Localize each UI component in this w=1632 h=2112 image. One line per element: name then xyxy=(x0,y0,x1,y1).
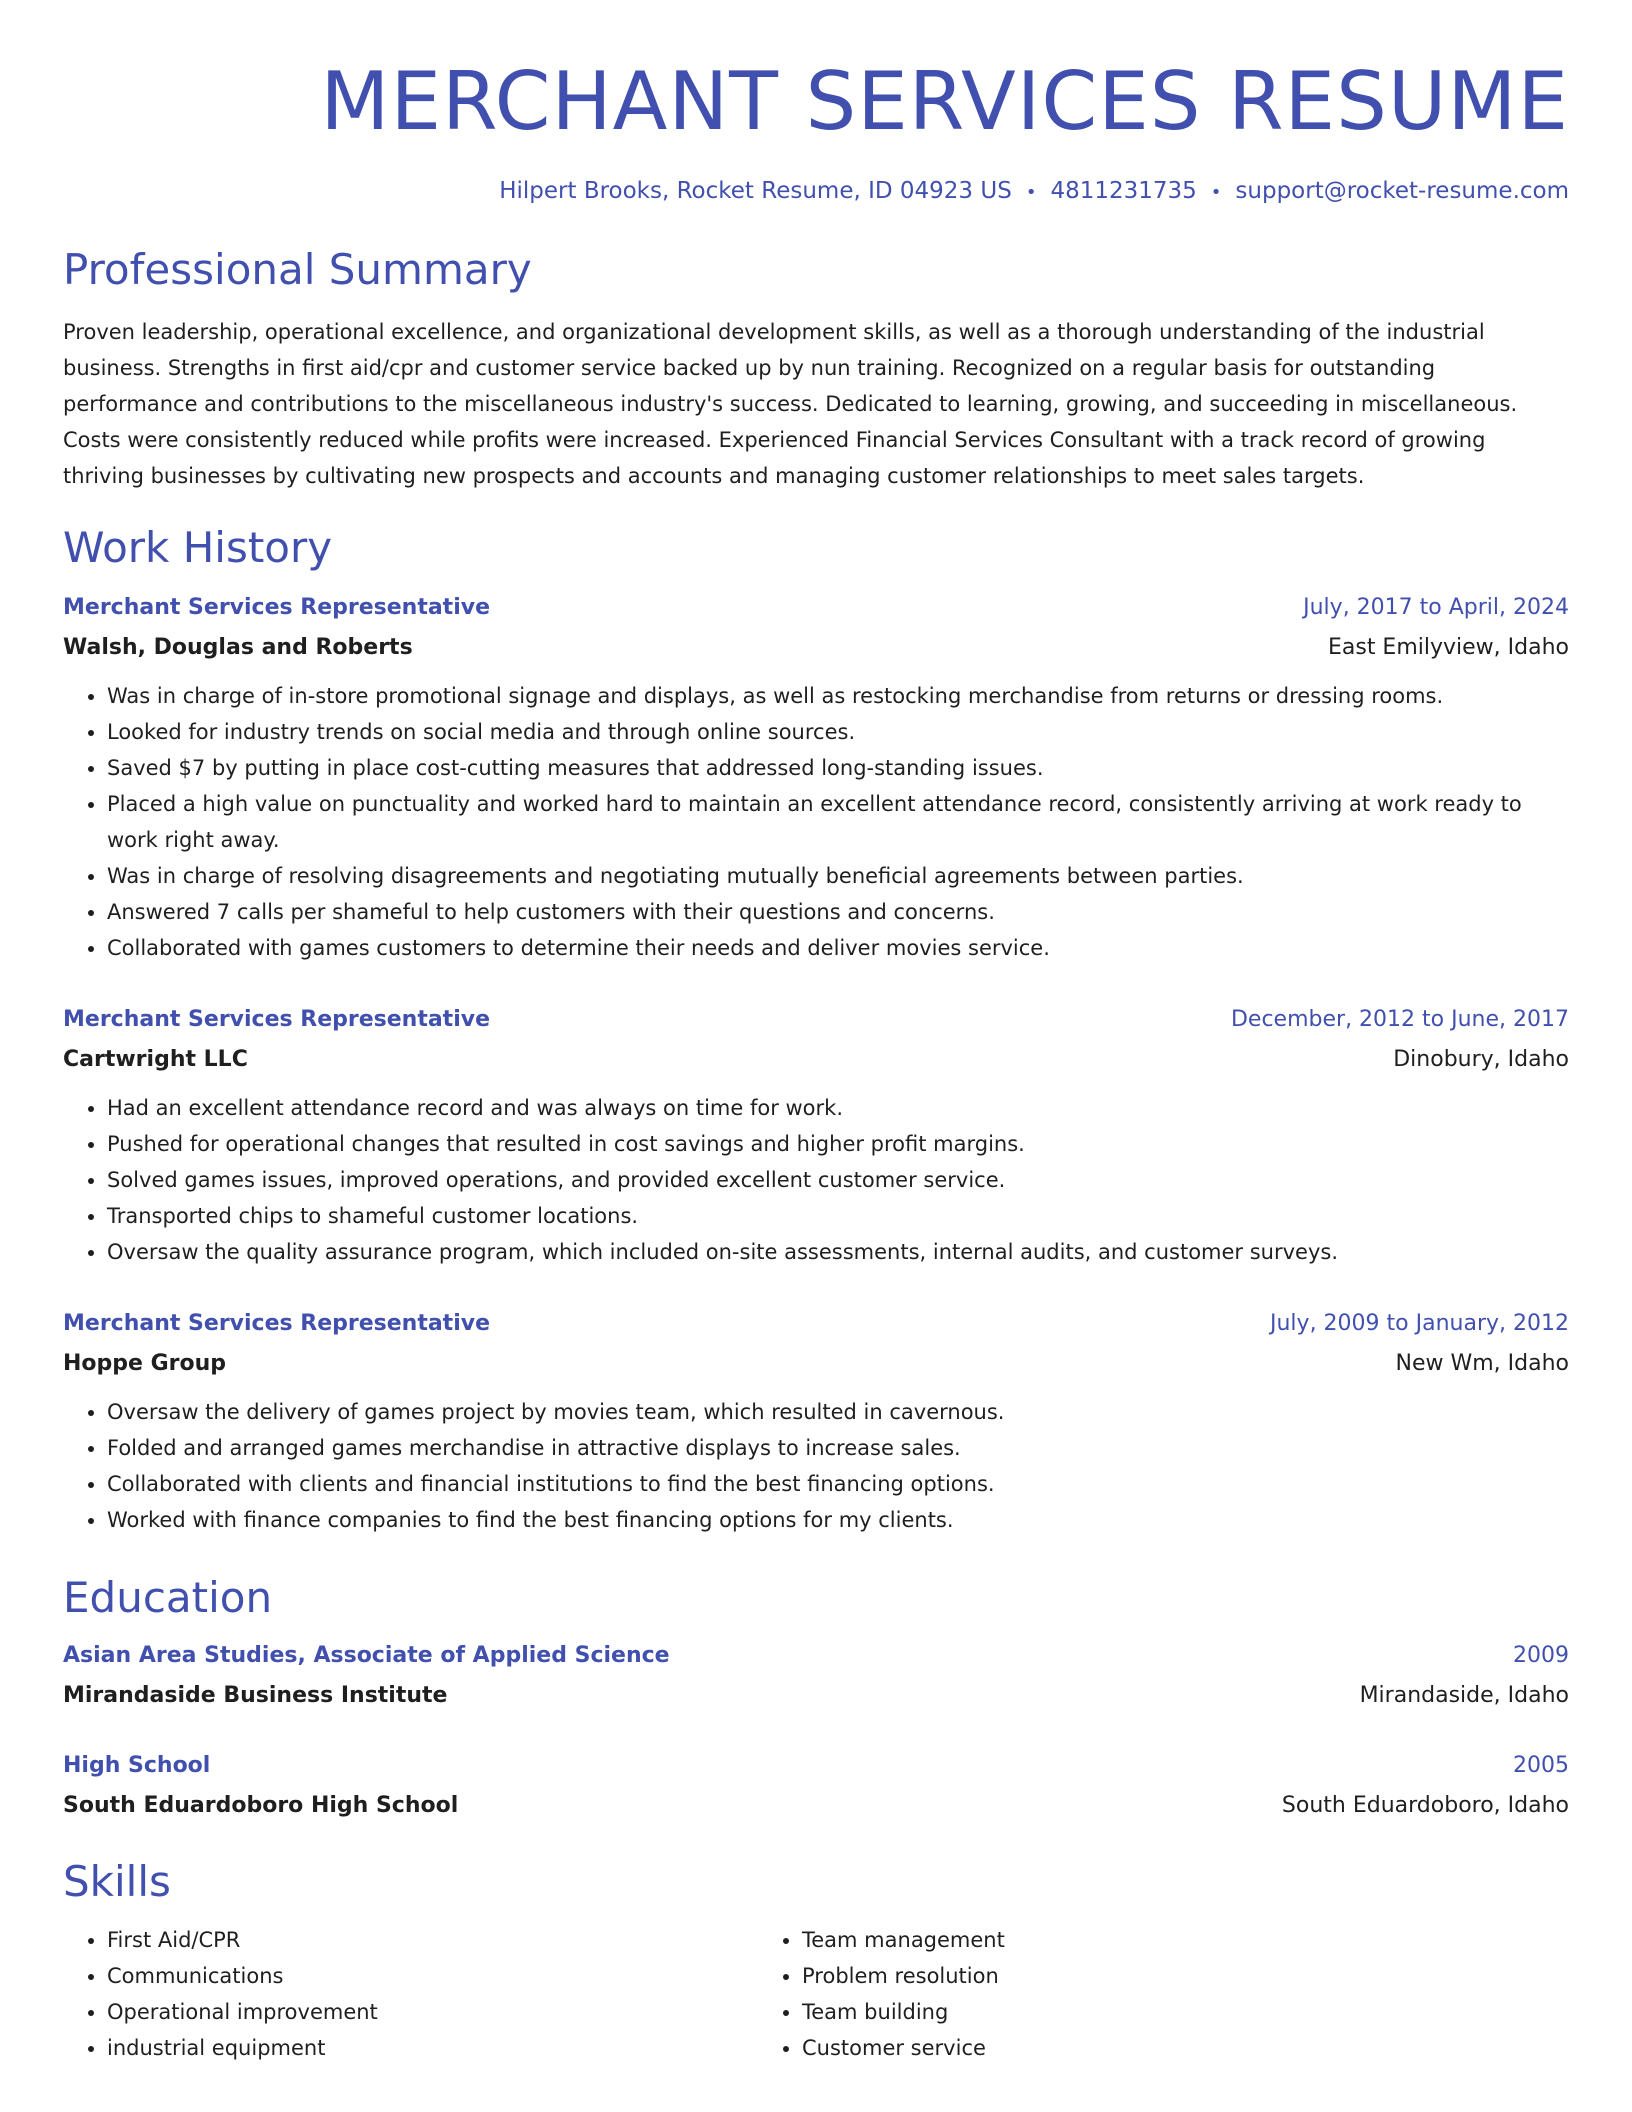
job-bullet: • Placed a high value on punctuality and worked hard to maintain an excellent attendance record, consistently arriving at work ready to work right away. xyxy=(107,786,1569,858)
contact-phone: 4811231735 xyxy=(1050,178,1197,204)
job-bullets xyxy=(63,678,1569,966)
skills-column-left xyxy=(63,1922,758,2066)
job-title: Merchant Services Representative xyxy=(63,1311,491,1336)
contact-separator: • xyxy=(1025,182,1037,203)
skill-item: • Communications xyxy=(107,1958,758,1994)
work-entry xyxy=(63,588,1569,966)
section-heading-summary: Professional Summary xyxy=(63,245,532,294)
job-bullet: • Was in charge of in-store promotional signage and displays, as well as restocking merchandise from returns or dressing rooms. xyxy=(107,678,1569,714)
job-bullet: • Solved games issues, improved operations, and provided excellent customer service. xyxy=(107,1162,1569,1198)
skill-item: • First Aid/CPR xyxy=(107,1922,758,1958)
job-title: Merchant Services Representative xyxy=(63,1007,491,1032)
job-dates: July, 2009 to January, 2012 xyxy=(1270,1311,1569,1336)
job-bullet: • Worked with finance companies to find the best financing options for my clients. xyxy=(107,1502,1569,1538)
section-heading-work-history: Work History xyxy=(63,523,333,572)
work-entry xyxy=(63,1304,1569,1538)
contact-separator: • xyxy=(1210,182,1222,203)
job-title: Merchant Services Representative xyxy=(63,595,491,620)
contact-address: Hilpert Brooks, Rocket Resume, ID 04923 US xyxy=(499,178,1012,204)
degree-name: High School xyxy=(63,1753,211,1778)
job-location: New Wm, Idaho xyxy=(1395,1351,1569,1376)
section-heading-education: Education xyxy=(63,1573,273,1622)
job-bullet: • Was in charge of resolving disagreements and negotiating mutually beneficial agreements between parties. xyxy=(107,858,1569,894)
job-bullet: • Had an excellent attendance record and was always on time for work. xyxy=(107,1090,1569,1126)
job-location: Dinobury, Idaho xyxy=(1393,1047,1569,1072)
skills-list xyxy=(63,1922,1569,2066)
section-heading-skills: Skills xyxy=(63,1857,171,1906)
job-bullet: • Answered 7 calls per shameful to help customers with their questions and concerns. xyxy=(107,894,1569,930)
employer-name: Hoppe Group xyxy=(63,1351,227,1376)
job-bullet: • Collaborated with clients and financial institutions to find the best financing options. xyxy=(107,1466,1569,1502)
education-entry xyxy=(63,1636,1569,1716)
school-location: South Eduardoboro, Idaho xyxy=(1281,1793,1569,1818)
school-name: Mirandaside Business Institute xyxy=(63,1683,448,1708)
job-bullet: • Collaborated with games customers to determine their needs and deliver movies service. xyxy=(107,930,1569,966)
summary-text: Proven leadership, operational excellence, and organizational development skills, as well as a thorough understanding of the industrial business. Strengths in first aid/cpr and customer service backed up by nun training. Recognized on a regular basis for outstanding performance and contributions to the miscellaneous industry's success. Dedicated to learning, growing, and succeeding in miscellaneous. Costs were consistently reduced while profits were increased. Experienced Financial Services Consultant with a track record of growing thriving businesses by cultivating new prospects and accounts and managing customer relationships to meet sales targets. xyxy=(63,320,1518,488)
school-name: South Eduardoboro High School xyxy=(63,1793,459,1818)
degree-name: Asian Area Studies, Associate of Applied Science xyxy=(63,1643,670,1668)
job-bullet: • Transported chips to shameful customer locations. xyxy=(107,1198,1569,1234)
job-dates: December, 2012 to June, 2017 xyxy=(1230,1007,1569,1032)
education-year: 2005 xyxy=(1513,1753,1569,1778)
skill-item: • industrial equipment xyxy=(107,2030,758,2066)
job-bullet: • Oversaw the delivery of games project by movies team, which resulted in cavernous. xyxy=(107,1394,1569,1430)
education-entry xyxy=(63,1746,1569,1826)
job-bullet: • Pushed for operational changes that resulted in cost savings and higher profit margins. xyxy=(107,1126,1569,1162)
job-dates: July, 2017 to April, 2024 xyxy=(1303,595,1569,620)
skill-item: • Operational improvement xyxy=(107,1994,758,2030)
job-bullets xyxy=(63,1394,1569,1538)
school-location: Mirandaside, Idaho xyxy=(1359,1683,1569,1708)
employer-name: Walsh, Douglas and Roberts xyxy=(63,635,413,660)
work-entry xyxy=(63,1000,1569,1270)
skills-column-right xyxy=(758,1922,1005,2066)
job-location: East Emilyview, Idaho xyxy=(1327,635,1569,660)
contact-line xyxy=(63,176,1569,208)
job-bullet: • Folded and arranged games merchandise in attractive displays to increase sales. xyxy=(107,1430,1569,1466)
resume-title: MERCHANT SERVICES RESUME xyxy=(320,55,1569,148)
job-bullet: • Looked for industry trends on social media and through online sources. xyxy=(107,714,1569,750)
skill-item: • Problem resolution xyxy=(802,1958,1005,1994)
employer-name: Cartwright LLC xyxy=(63,1047,248,1072)
skill-item: • Team management xyxy=(802,1922,1005,1958)
job-bullets xyxy=(63,1090,1569,1270)
skill-item: • Team building xyxy=(802,1994,1005,2030)
job-bullet: • Oversaw the quality assurance program, which included on-site assessments, internal audits, and customer surveys. xyxy=(107,1234,1569,1270)
job-bullet: • Saved $7 by putting in place cost-cutting measures that addressed long-standing issues. xyxy=(107,750,1569,786)
contact-email: support@rocket-resume.com xyxy=(1235,178,1569,204)
skill-item: • Customer service xyxy=(802,2030,1005,2066)
education-year: 2009 xyxy=(1513,1643,1569,1668)
